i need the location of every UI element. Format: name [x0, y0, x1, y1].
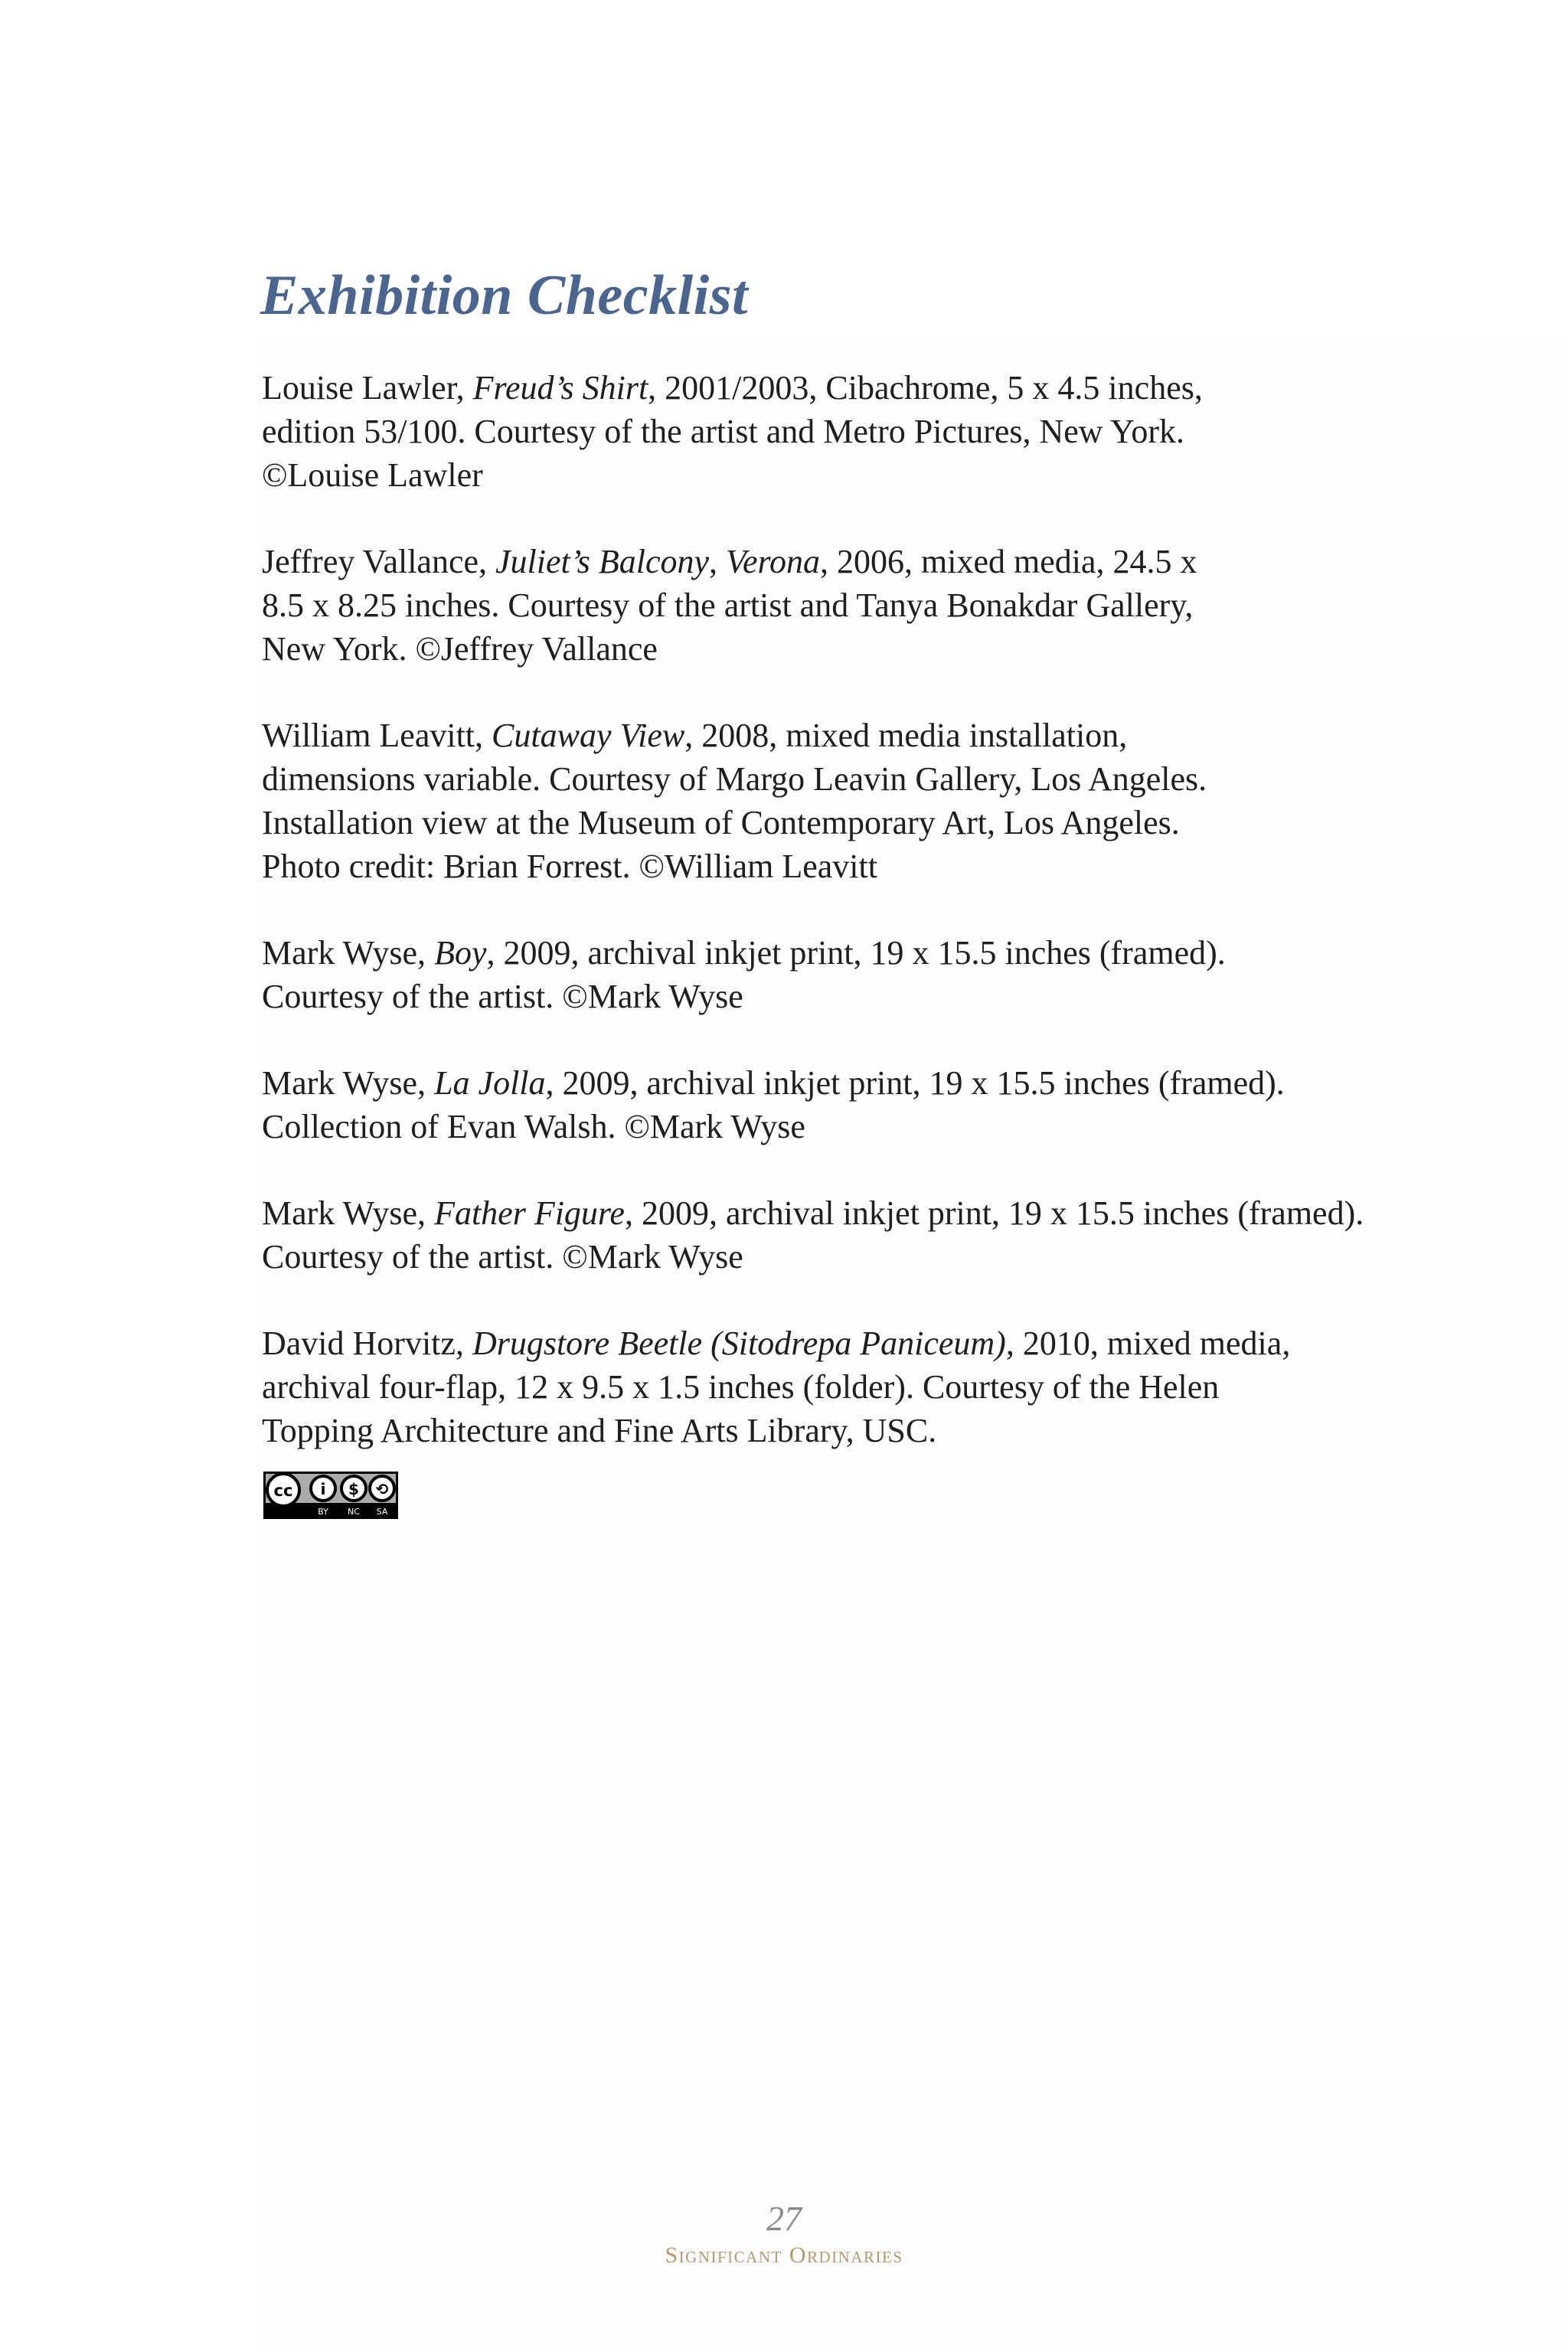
- entry-text: archival four-flap, 12 x 9.5 x 1.5 inches (folder). Courtesy of the Helen: [262, 1368, 1220, 1406]
- entry-text: Collection of Evan Walsh. ©Mark Wyse: [262, 1108, 805, 1145]
- entry-line: [262, 583, 1349, 627]
- entry-line: [262, 801, 1349, 844]
- entry-text: Courtesy of the artist. ©Mark Wyse: [262, 1238, 743, 1276]
- checklist-entries: [262, 366, 1364, 1495]
- entry-line: [262, 1321, 1349, 1365]
- artwork-title: Drugstore Beetle (Sitodrepa Paniceum): [472, 1325, 1006, 1362]
- cc-glyph: cc: [273, 1481, 293, 1500]
- entry-text: Photo credit: Brian Forrest. ©William Leavitt: [262, 848, 877, 885]
- checklist-entry: [262, 714, 1349, 888]
- entry-line: [262, 1191, 1364, 1235]
- entry-text: , 2006, mixed media, 24.5 x: [820, 543, 1197, 580]
- creative-commons-by-nc-sa-icon: [263, 1472, 398, 1519]
- artwork-title: Boy: [434, 934, 487, 972]
- running-title: Significant Ordinaries: [665, 2243, 903, 2268]
- entry-line: [262, 453, 1349, 497]
- entry-text: , 2008, mixed media installation,: [684, 717, 1128, 754]
- entry-text: , 2009, archival inkjet print, 19 x 15.5 inches (framed).: [486, 934, 1226, 972]
- entry-line: [262, 931, 1349, 975]
- checklist-entry: [262, 366, 1349, 497]
- artwork-title: Father Figure: [434, 1194, 625, 1232]
- checklist-entry: [262, 540, 1349, 671]
- page-number: 27: [766, 2199, 802, 2238]
- sa-label: SA: [376, 1507, 388, 1517]
- artwork-title: Juliet’s Balcony: [495, 543, 710, 580]
- entry-line: [262, 627, 1349, 671]
- entry-text: Installation view at the Museum of Contemporary Art, Los Angeles.: [262, 804, 1180, 841]
- checklist-entry: [262, 1191, 1364, 1279]
- entry-line: [262, 844, 1349, 888]
- entry-text: , 2009, archival inkjet print, 19 x 15.5 inches (framed).: [624, 1194, 1364, 1232]
- entry-line: [262, 1105, 1349, 1148]
- entry-text: Courtesy of the artist. ©Mark Wyse: [262, 978, 743, 1015]
- entry-line: [262, 714, 1349, 757]
- entry-line: [262, 540, 1349, 583]
- artwork-title: Verona: [726, 543, 821, 580]
- sa-glyph: ⟲: [375, 1480, 389, 1498]
- entry-text: , 2009, archival inkjet print, 19 x 15.5 inches (framed).: [545, 1064, 1285, 1102]
- entry-text: 8.5 x 8.25 inches. Courtesy of the artist and Tanya Bonakdar Gallery,: [262, 586, 1194, 624]
- entry-text: Mark Wyse,: [262, 1194, 435, 1232]
- entry-line: [262, 975, 1349, 1018]
- by-glyph: i: [320, 1480, 326, 1498]
- entry-text: William Leavitt,: [262, 717, 492, 754]
- entry-line: [262, 757, 1349, 801]
- entry-text: , 2001/2003, Cibachrome, 5 x 4.5 inches,: [648, 369, 1203, 407]
- entry-line: [262, 1061, 1349, 1105]
- checklist-entry: [262, 931, 1349, 1018]
- artwork-title: La Jolla: [434, 1064, 546, 1102]
- checklist-entry: [262, 1061, 1349, 1148]
- entry-line: [262, 1235, 1349, 1279]
- entry-line: [262, 1409, 1349, 1452]
- entry-text: edition 53/100. Courtesy of the artist and Metro Pictures, New York.: [262, 413, 1184, 450]
- artwork-title: Freud’s Shirt: [472, 369, 648, 407]
- entry-text: Mark Wyse,: [262, 934, 435, 972]
- entry-text: New York. ©Jeffrey Vallance: [262, 630, 658, 668]
- checklist-entry: [262, 1321, 1349, 1452]
- entry-text: , 2010, mixed media,: [1005, 1325, 1291, 1362]
- entry-text: Topping Architecture and Fine Arts Library, USC.: [262, 1412, 937, 1449]
- entry-line: [262, 366, 1349, 410]
- entry-text: Louise Lawler,: [262, 369, 473, 407]
- page-title: Exhibition Checklist: [260, 264, 749, 327]
- nc-glyph: $: [348, 1480, 359, 1498]
- entry-line: [262, 1365, 1349, 1409]
- entry-text: Jeffrey Vallance,: [262, 543, 496, 580]
- nc-label: NC: [348, 1507, 360, 1517]
- artwork-title: Cutaway View: [492, 717, 685, 754]
- entry-line: [262, 410, 1349, 453]
- entry-text: ©Louise Lawler: [262, 456, 483, 494]
- entry-text: Mark Wyse,: [262, 1064, 435, 1102]
- entry-text: David Horvitz,: [262, 1325, 472, 1362]
- entry-text: ,: [709, 543, 727, 580]
- by-label: BY: [318, 1507, 328, 1517]
- entry-text: dimensions variable. Courtesy of Margo Leavin Gallery, Los Angeles.: [262, 760, 1207, 798]
